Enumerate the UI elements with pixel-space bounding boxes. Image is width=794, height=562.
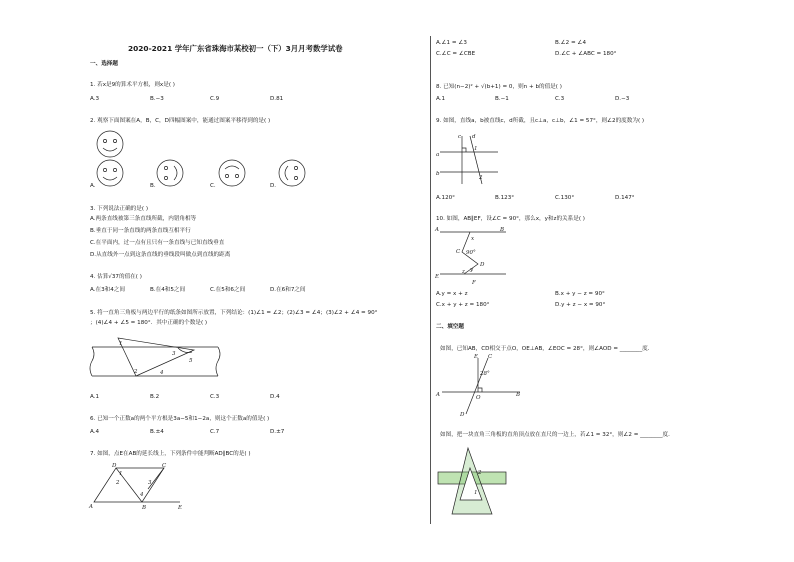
q5-option-a: A.1	[90, 394, 100, 400]
question-6: 6. 已知一个正数a的两个平方根是3a−5和1−2a，则这个正数a的值是( )	[90, 416, 270, 422]
q5-label-3: 3	[172, 351, 176, 357]
q9-label-1: 1	[474, 146, 478, 152]
q7-figure	[88, 460, 198, 512]
q7-label-d: D	[112, 463, 117, 469]
q9-label-c: c	[458, 134, 462, 140]
q2-face-d	[279, 160, 305, 186]
question-11: 如图，已知AB，CD相交于点O，OE⊥AB，∠EOC = 28°，则∠AOD = ________度．	[440, 346, 654, 352]
page-title: 2020-2021 学年广东省珠海市某校初一（下）3月月考数学试卷	[128, 44, 343, 53]
q12-figure	[434, 442, 514, 522]
q4-option-a: A.在3和4之间	[90, 287, 125, 293]
q7-label-e: E	[178, 505, 183, 511]
q7-label-c: C	[162, 463, 167, 469]
q3-option-a: A.两条直线被第三条直线所截，内错角相等	[90, 216, 197, 222]
q10-label-z: z	[462, 269, 465, 275]
q9-label-b: b	[436, 171, 440, 177]
q7-label-3: 3	[148, 480, 152, 486]
q11-label-a: A	[436, 392, 440, 398]
q2-face-c	[219, 160, 245, 186]
column-divider	[430, 36, 431, 524]
question-12: 如图，把一块直角三角板的直角顶点放在直尺的一边上，若∠1 = 32°，则∠2 = ________度．	[440, 432, 674, 438]
question-2: 2. 观察下面图案在A，B，C，D四幅图案中，能通过图案平移得到的是( )	[90, 118, 271, 124]
q5-label-1: 1	[119, 341, 123, 347]
question-1: 1. 若x是9的算术平方根，则x是( )	[90, 82, 175, 88]
q7-label-4: 4	[140, 492, 144, 498]
q11-figure	[434, 354, 526, 418]
q5-option-c: C.3	[210, 394, 220, 400]
question-10: 10. 如图，AB∥EF，设∠C = 90°，那么x，y和z的关系是( )	[436, 216, 585, 222]
question-8: 8. 已知(n−2)² + √(b+1) = 0，则n + b的值是( )	[436, 84, 562, 90]
q2-label-a: A.	[90, 183, 96, 189]
q2-pattern-figures	[90, 128, 320, 198]
q6-option-c: C.7	[210, 429, 220, 435]
q2-face-a	[97, 160, 123, 186]
q11-label-d: D	[460, 412, 465, 418]
q3-option-b: B.垂直于同一条直线的两条直线互相平行	[90, 228, 191, 234]
question-5-line-1: 5. 将一直角三角板与两边平行的纸条如图所示放置，下列结论：(1)∠1 = ∠2；(2)∠3 = ∠4；(3)∠2 + ∠4 = 90°	[90, 310, 378, 316]
q4-option-c: C.在5和6之间	[210, 287, 246, 293]
q2-label-b: B.	[150, 183, 156, 189]
q9-option-a: A.120°	[436, 195, 455, 201]
q10-option-b: B.x + y − z = 90°	[555, 291, 605, 297]
q10-label-f: F	[472, 280, 476, 286]
q10-option-d: D.y + z − x = 90°	[555, 302, 606, 308]
question-4: 4. 估算√37的值在( )	[90, 274, 142, 280]
q12-label-2: 2	[478, 470, 482, 476]
q4-option-b: B.在4和5之间	[150, 287, 186, 293]
question-5-line-2: ；(4)∠4 + ∠5 = 180°．其中正确的个数是( )	[90, 320, 208, 326]
q9-label-a: a	[436, 152, 440, 158]
question-9: 9. 如图，直线a，b被直线c，d所截，且c⊥a，c⊥b，∠1 = 57°，则∠2的度数为( )	[436, 118, 645, 124]
q5-option-d: D.4	[270, 394, 280, 400]
q12-label-1: 1	[474, 490, 478, 496]
q2-label-c: C.	[210, 183, 216, 189]
q10-label-90: 90°	[466, 250, 476, 256]
q2-face-b	[157, 160, 183, 186]
q11-label-angle: 28°	[480, 371, 490, 377]
q11-label-b: B	[516, 392, 521, 398]
q7-option-c: C.∠C = ∠CBE	[436, 51, 476, 57]
q10-option-c: C.x + y + z = 180°	[436, 302, 490, 308]
section-heading-choice: 一、选择题	[90, 61, 118, 67]
q9-option-c: C.130°	[555, 195, 575, 201]
q6-option-b: B.±4	[150, 429, 164, 435]
q5-label-5: 5	[189, 358, 193, 364]
q10-label-y: y	[470, 267, 474, 273]
q7-label-b: B	[142, 505, 147, 511]
q1-option-d: D.81	[270, 96, 284, 102]
q7-label-a: A	[89, 504, 93, 510]
q6-option-d: D.±7	[270, 429, 285, 435]
q9-label-2: 2	[479, 175, 483, 181]
q8-option-d: D.−3	[615, 96, 630, 102]
q9-label-d: d	[472, 134, 476, 140]
q11-label-o: O	[476, 395, 481, 401]
q9-option-d: D.147°	[615, 195, 635, 201]
q9-option-b: B.123°	[495, 195, 515, 201]
q5-label-2: 2	[134, 369, 138, 375]
q1-option-c: C.9	[210, 96, 220, 102]
q10-label-b: B	[500, 227, 505, 233]
q8-option-b: B.−1	[495, 96, 509, 102]
question-3: 3. 下列说法正确的是( )	[90, 206, 149, 212]
q1-option-a: A.3	[90, 96, 100, 102]
q9-figure	[436, 130, 506, 186]
q10-label-a: A	[435, 227, 439, 233]
q10-label-x: x	[471, 236, 475, 242]
q10-figure	[434, 224, 514, 286]
q2-label-d: D.	[270, 183, 277, 189]
section-heading-fill: 二、填空题	[436, 324, 464, 330]
q1-option-b: B.−3	[150, 96, 164, 102]
q5-figure	[88, 330, 228, 384]
q10-label-e: E	[435, 274, 440, 280]
q7-label-1: 1	[119, 471, 123, 477]
q5-label-4: 4	[160, 370, 164, 376]
q8-option-a: A.1	[436, 96, 446, 102]
q10-label-c: C	[456, 249, 461, 255]
q3-option-d: D.从直线外一点到这条直线的垂线段叫做点到直线的距离	[90, 252, 231, 258]
q6-option-a: A.4	[90, 429, 100, 435]
q7-option-b: B.∠2 = ∠4	[555, 40, 587, 46]
q11-label-e: E	[474, 354, 479, 360]
q7-option-a: A.∠1 = ∠3	[436, 40, 467, 46]
q5-option-b: B.2	[150, 394, 160, 400]
q4-option-d: D.在6和7之间	[270, 287, 306, 293]
q7-option-d: D.∠C + ∠ABC = 180°	[555, 51, 617, 57]
q11-label-c: C	[488, 354, 493, 360]
question-7: 7. 如图，点E在AB的延长线上，下列条件中能判断AD∥BC的是( )	[90, 451, 251, 457]
q10-label-d: D	[480, 262, 485, 268]
q2-face-top	[97, 131, 123, 157]
q7-label-2: 2	[116, 480, 120, 486]
q10-option-a: A.y = x + z	[436, 291, 468, 297]
q8-option-c: C.3	[555, 96, 565, 102]
q3-option-c: C.在平面内，过一点有且只有一条直线与已知直线垂直	[90, 240, 225, 246]
